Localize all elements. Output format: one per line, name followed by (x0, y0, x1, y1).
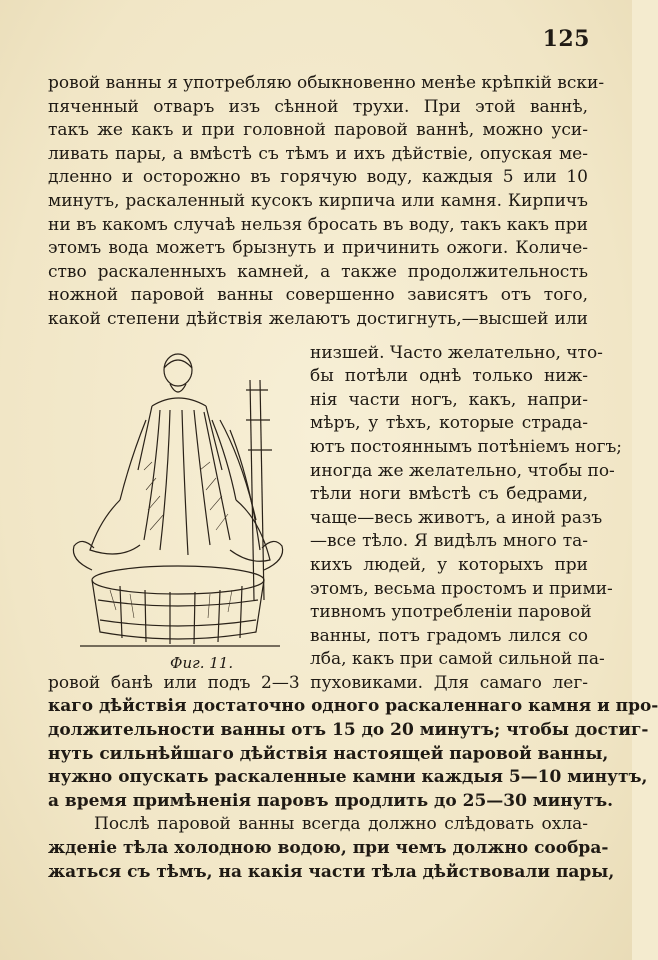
text-line: нужно опускать раскаленные камни каждыя 5—10 минутъ, (48, 767, 648, 788)
text-line: —все тѣло. Я видѣлъ много та- (310, 531, 588, 552)
text-line: Послѣ паровой ванны всегда должно слѣдовать охла- (94, 814, 588, 835)
text-line: нія части ногъ, какъ, напри- (310, 389, 588, 410)
text-line: дленно и осторожно въ горячую воду, каждыя 5 или 10 (48, 167, 588, 188)
text-line: какой степени дѣйствія желаютъ достигнуть,—высшей или (48, 308, 588, 329)
text-line: ливать пары, а вмѣстѣ съ тѣмъ и ихъ дѣйствіе, опуская ме- (48, 143, 588, 164)
figure-steam-bath-illustration (60, 350, 295, 650)
text-line: ровой ванны я употребляю обыкновенно менѣе крѣпкій вски- (48, 73, 605, 93)
text-line: каго дѣйствія достаточно одного раскаленнаго камня и про- (48, 696, 658, 717)
text-line: ство раскаленныхъ камней, а также продолжительность (48, 261, 588, 282)
text-line: пяченный отваръ изъ сѣнной трухи. При этой ваннѣ, (48, 96, 588, 117)
text-line: этомъ вода можетъ брызнуть и причинить ожоги. Количе- (48, 238, 588, 259)
text-line: ванны, потъ градомъ лился со (310, 625, 588, 646)
steam-bath-engraving (60, 350, 295, 650)
text-line: ни въ какомъ случаѣ нельзя бросать въ воду, такъ какъ при (48, 214, 588, 235)
text-line: лба, какъ при самой сильной па- (310, 649, 605, 670)
text-line: бы потѣли однѣ только ниж- (310, 366, 588, 387)
text-line: кихъ людей, у которыхъ при (310, 554, 588, 575)
paragraph-bottom (48, 672, 658, 884)
text-line: ровой банѣ или подъ 2—3 пуховиками. Для самаго лег- (48, 672, 588, 693)
text-line: мѣръ, у тѣхъ, которые страда- (310, 413, 588, 434)
figure-caption: Фиг. 11. (170, 654, 234, 672)
text-line: должительности ванны отъ 15 до 20 минутъ; чтобы достиг- (48, 719, 649, 740)
page-number: 125 (542, 26, 590, 52)
text-line: иногда же желательно, чтобы по- (310, 460, 615, 481)
text-line: тѣли ноги вмѣстѣ съ бедрами, (310, 484, 588, 505)
text-line: ютъ постояннымъ потѣніемъ ногъ; (310, 436, 623, 457)
text-line: нуть сильнѣйшаго дѣйствія настоящей паровой ванны, (48, 743, 609, 764)
text-line: а время примѣненія паровъ продлить до 25—30 минутъ. (48, 790, 614, 811)
text-line: жаться съ тѣмъ, на какія части тѣла дѣйствовали пары, (48, 861, 615, 882)
paragraph-side (310, 342, 623, 672)
text-line: тивномъ употребленіи паровой (310, 602, 592, 623)
text-line: этомъ, весьма простомъ и прими- (310, 578, 613, 599)
text-line: чаще—весь животъ, а иной разъ (310, 507, 603, 528)
text-line: ножной паровой ванны совершенно зависятъ отъ того, (48, 285, 588, 306)
text-line: такъ же какъ и при головной паровой ваннѣ, можно уси- (48, 120, 588, 141)
text-line: жденіе тѣла холодною водою, при чемъ должно сообра- (48, 837, 609, 858)
text-line: низшей. Часто желательно, что- (310, 342, 603, 363)
text-line: минутъ, раскаленный кусокъ кирпича или камня. Кирпичъ (48, 190, 588, 211)
paragraph-top (48, 72, 605, 332)
